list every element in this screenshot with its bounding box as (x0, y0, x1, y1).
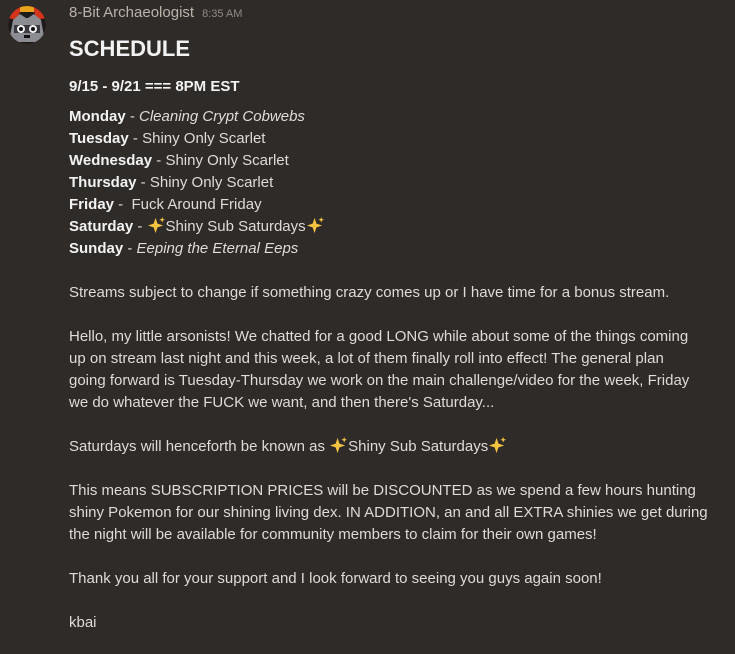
text-line: Hello, my little arsonists! We chatted for a good LONG while about some of the things coming (69, 328, 689, 345)
date-range: 9/15 - 9/21 === 8PM EST (69, 78, 240, 95)
day-label: Wednesday (69, 152, 153, 169)
saturday-paragraph (69, 436, 719, 458)
notice-paragraph: Streams subject to change if something crazy comes up or I have time for a bonus stream. (69, 284, 670, 301)
text-line: the night will be available for community members to claim for their own games! (69, 526, 597, 543)
spacer (69, 590, 719, 612)
thanks-paragraph: Thank you all for your support and I look forward to seeing you guys again soon! (69, 570, 602, 587)
timestamp[interactable]: 8:35 AM (202, 8, 243, 20)
sparkles-icon (488, 436, 507, 455)
stream-title: Shiny Only Scarlet (149, 174, 274, 191)
stream-title: Shiny Only Scarlet (142, 130, 266, 147)
message-header (69, 4, 719, 26)
message-heading: SCHEDULE (69, 36, 191, 61)
sparkles-icon (329, 436, 348, 455)
stream-title: Cleaning Crypt Cobwebs (139, 108, 305, 125)
schedule-item-tuesday (69, 128, 719, 150)
message-body (69, 34, 719, 634)
spacer (69, 458, 719, 480)
text-line: This means SUBSCRIPTION PRICES will be DISCOUNTED as we spend a few hours hunting (69, 482, 696, 499)
spacer (69, 546, 719, 568)
schedule-list (69, 106, 719, 260)
subscription-paragraph (69, 480, 719, 546)
raccoon-avatar-icon[interactable] (8, 6, 46, 44)
text-prefix: Saturdays will henceforth be known as (69, 438, 330, 455)
stream-title: Shiny Sub Saturdays (165, 218, 306, 235)
signoff: kbai (69, 614, 97, 631)
separator: - (128, 130, 143, 147)
username[interactable]: 8-Bit Archaeologist (69, 4, 195, 21)
spacer (69, 260, 719, 282)
day-label: Saturday (69, 218, 134, 235)
separator: - (136, 174, 150, 191)
text-line: shiny Pokemon for our shining living dex. IN ADDITION, an and all EXTRA shinies we get during (69, 504, 708, 521)
schedule-item-wednesday (69, 150, 719, 172)
day-label: Thursday (69, 174, 137, 191)
stream-title: Eeping the Eternal Eeps (136, 240, 299, 257)
text-line: going forward is Tuesday-Thursday we work on the main challenge/video for the week, Friday (69, 372, 690, 389)
text-line: we do whatever the FUCK we want, and then there's Saturday... (69, 394, 495, 411)
schedule-item-sunday (69, 238, 719, 260)
separator: - (114, 196, 132, 213)
day-label: Friday (69, 196, 115, 213)
stream-title: Shiny Only Scarlet (165, 152, 289, 169)
schedule-item-friday (69, 194, 719, 216)
day-label: Monday (69, 108, 126, 125)
stream-title: Fuck Around Friday (131, 196, 262, 213)
spacer (69, 414, 719, 436)
sparkles-icon (147, 216, 166, 235)
schedule-item-thursday (69, 172, 719, 194)
separator: - (125, 108, 140, 125)
day-label: Sunday (69, 240, 124, 257)
separator: - (123, 240, 137, 257)
spacer (69, 304, 719, 326)
announcement-paragraph (69, 326, 719, 414)
event-name: Shiny Sub Saturdays (348, 438, 489, 455)
schedule-item-saturday (69, 216, 719, 238)
separator: - (133, 218, 147, 235)
day-label: Tuesday (69, 130, 129, 147)
schedule-item-monday (69, 106, 719, 128)
text-line: up on stream last night and this week, a lot of them finally roll into effect! The general plan (69, 350, 664, 367)
sparkles-icon (306, 216, 325, 235)
separator: - (152, 152, 166, 169)
